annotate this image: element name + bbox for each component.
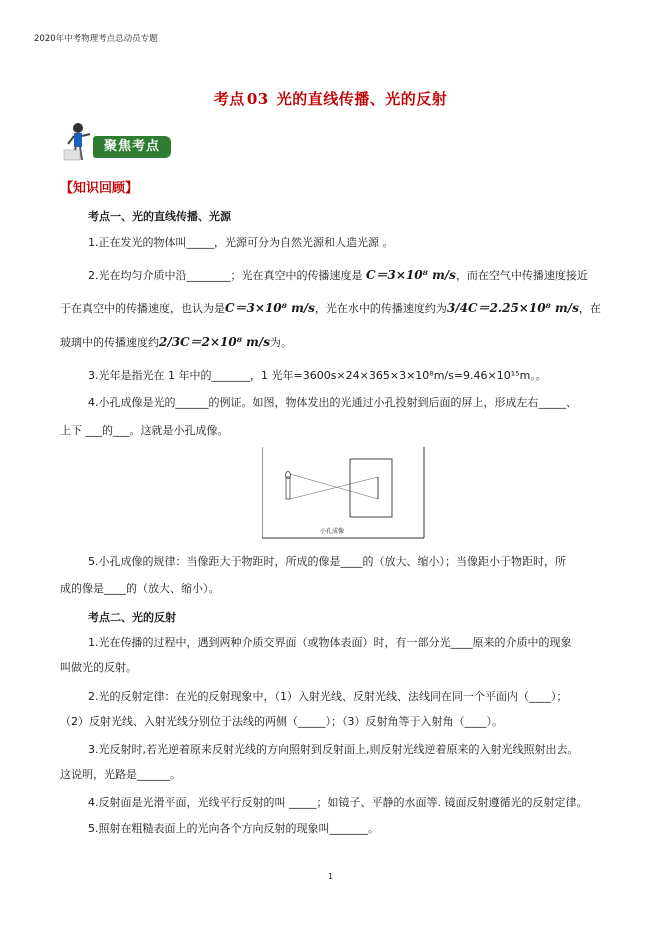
figure-caption: 小孔成像: [320, 528, 345, 535]
s1-line2-tail: ，而在空气中传播速度接近: [455, 269, 588, 282]
s1-line4: [60, 335, 292, 350]
formula-speed-air: C＝3×10⁸ m/s: [225, 301, 315, 315]
s1-line2: [88, 268, 588, 283]
title-prefix: 考点: [213, 90, 245, 108]
s1-line5: 3.光年是指光在 1 年中的_______，1 光年=3600s×24×365×3×10⁸m/s=9.46×10¹⁵m。。: [88, 369, 547, 382]
knowledge-review-heading: 【知识回顾】: [60, 181, 139, 196]
section1-heading: 考点一、光的直线传播、光源: [88, 210, 231, 223]
formula-speed-vacuum: C＝3×10⁸ m/s: [366, 268, 456, 282]
s1-line3-tail: ，在: [578, 302, 601, 315]
s2-line7: 4.反射面是光滑平面，光线平行反射的叫 _____；如镜子、平静的水面等. 镜面反射遵循光的反射定律。: [88, 796, 588, 809]
page-header: 2020年中考物理考点总动员专题: [34, 34, 158, 44]
s1-line3-text: 于在真空中的传播速度，也认为是: [60, 302, 225, 315]
s2-line2: 叫做光的反射。: [60, 661, 137, 674]
s1-line1: 1.正在发光的物体叫_____，光源可分为自然光源和人造光源 。: [88, 236, 394, 249]
page-title: [0, 88, 661, 109]
s1-line3: [60, 301, 601, 316]
s2-line4: （2）反射光线、入射光线分别位于法线的两侧（_____）；（3）反射角等于入射角（____）。: [60, 715, 503, 728]
focus-badge: 聚焦考点: [93, 136, 171, 158]
title-number: 03: [246, 90, 269, 108]
page-number: 1: [327, 872, 334, 881]
s2-line5: 3.光反射时,若光逆着原来反射光线的方向照射到反射面上,则反射光线逆着原来的入射光线照射出去。: [88, 743, 579, 756]
s1-line7: 上下 ___的___。这就是小孔成像。: [60, 424, 229, 437]
s2-line8: 5.照射在粗糙表面上的光向各个方向反射的现象叫_______。: [88, 822, 379, 835]
formula-speed-glass: 2/3C＝2×10⁸ m/s: [159, 335, 271, 349]
s1-line4-text: 玻璃中的传播速度约: [60, 336, 159, 349]
s1-line9: 成的像是____的（放大、缩小）。: [60, 582, 220, 595]
s1-line4-tail: 为。: [270, 336, 293, 349]
s2-line1: 1.光在传播的过程中，遇到两种介质交界面（或物体表面）时，有一部分光____原来的介质中的现象: [88, 636, 572, 649]
section2-heading: 考点二、光的反射: [88, 611, 176, 624]
s1-line6: 4.小孔成像是光的______的例证。如图，物体发出的光通过小孔投射到后面的屏上，形成左右_____、: [88, 396, 577, 409]
title-text: 光的直线传播、光的反射: [276, 90, 448, 108]
s1-line8: 5.小孔成像的规律：当像距大于物距时，所成的像是____的（放大、缩小）；当像距小于物距时，所: [88, 555, 566, 568]
s1-line3-mid: ，光在水中的传播速度约为: [314, 302, 447, 315]
s1-line2-text: 2.光在均匀介质中沿________；光在真空中的传播速度是: [88, 269, 363, 282]
formula-speed-water: 3/4C＝2.25×10⁸ m/s: [446, 301, 579, 315]
s2-line6: 这说明，光路是______。: [60, 768, 181, 781]
s2-line3: 2.光的反射定律：在光的反射现象中，（1）入射光线、反射光线、法线同在同一个平面内（____）；: [88, 690, 568, 703]
